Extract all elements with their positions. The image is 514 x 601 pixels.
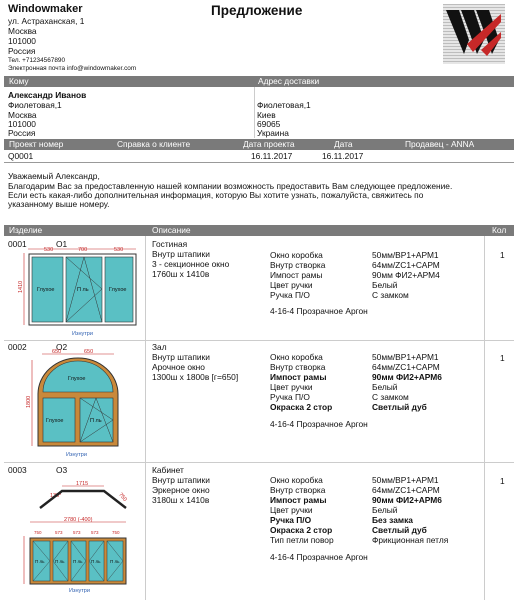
item-1-spec-value: Белый (372, 280, 398, 290)
company-email: Электронная почта info@windowmaker.com (8, 65, 137, 72)
item-3-number: 0003 (8, 465, 27, 475)
pane-label: Глухое (68, 376, 86, 382)
date-value: 16.11.2017 (322, 151, 364, 161)
item-3-spec-name: Окраска 2 стор (270, 525, 333, 535)
qty-header: Кол (492, 225, 507, 235)
project-date: 16.11.2017 (251, 151, 293, 161)
item-1-desc-size: 1760ш x 1410в (152, 269, 210, 279)
item-2-number: 0002 (8, 342, 27, 352)
company-address-street: ул. Астраханская, 1 (8, 16, 85, 26)
customer-name: Александр Иванов (8, 90, 87, 100)
item-2-spec-name: Окраска 2 стор (270, 402, 333, 412)
seller-header: Продавец - ANNA (405, 139, 475, 149)
item-1-spec-value: 64мм/ZC1+САРМ (372, 260, 440, 270)
item-3-spec-value: 50мм/ВР1+АРМ1 (372, 475, 439, 485)
intro-line-3: указанному выше номеру. (8, 199, 110, 209)
items-header-row (4, 225, 514, 236)
item-1-number: 0001 (8, 239, 27, 249)
item-2-spec-name: Внутр створка (270, 362, 326, 372)
item-3-spec-name: Внутр створка (270, 485, 326, 495)
item-3-spec-value: Светлый дуб (372, 525, 427, 535)
item-2-desc-size: 1300ш x 1800в [г=650] (152, 372, 239, 382)
dim-height: 1800 (26, 395, 32, 408)
pane-label: П ль (90, 418, 102, 424)
item-2-desc-type: Арочное окно (152, 362, 205, 372)
company-address-country: Россия (8, 46, 36, 56)
item-1-desc-type: 3 - секционное окно (152, 259, 230, 269)
dim-width: 700 (78, 247, 88, 253)
pane-label: П ль (91, 559, 101, 564)
delivery-country: Украина (257, 128, 289, 138)
item-3-glass: 4-16-4 Прозрачное Аргон (270, 552, 368, 562)
item-1-spec-name: Внутр створка (270, 260, 326, 270)
view-label: Изнутри (66, 452, 87, 458)
customer-ref-header: Справка о клиенте (117, 139, 191, 149)
dim-total: 2780 (-400) (64, 517, 93, 523)
item-3-spec-value: 90мм ФИ2+АРМ6 (372, 495, 442, 505)
dim-width: 750 (34, 530, 42, 535)
item-1-glass: 4-16-4 Прозрачное Аргон (270, 306, 368, 316)
item-3-spec-name: Ручка П/О (270, 515, 312, 525)
customer-country: Россия (8, 128, 36, 138)
item-3-spec-name: Импост рамы (270, 495, 327, 505)
item-1-spec-name: Окно коробка (270, 250, 323, 260)
item-3-spec-name: Окно коробка (270, 475, 323, 485)
item-3-desc-beads: Внутр штапики (152, 475, 210, 485)
page-title: Предложение (211, 3, 303, 18)
dim-width: 573 (55, 530, 63, 535)
dim-angle: 135° (50, 493, 62, 499)
item-3-spec-name: Тип петли повор (270, 535, 334, 545)
project-number: Q0001 (8, 151, 34, 161)
item-1-desc-beads: Внутр штапики (152, 249, 210, 259)
item-2-code: O2 (56, 342, 68, 352)
item-2-desc-room: Зал (152, 342, 167, 352)
delivery-zip: 69065 (257, 119, 281, 129)
delivery-street: Фиолетовая,1 (257, 100, 311, 110)
item-1-spec-value: 90мм ФИ2+АРМ4 (372, 270, 440, 280)
company-logo (443, 4, 505, 64)
item-3-spec-value: Без замка (372, 515, 413, 525)
customer-street: Фиолетовая,1 (8, 100, 62, 110)
company-address-city: Москва (8, 26, 37, 36)
item-header: Изделие (9, 225, 43, 235)
item-2-qty: 1 (500, 353, 505, 363)
to-header: Кому (9, 76, 29, 86)
item-2-spec-value: С замком (372, 392, 409, 402)
dim-width: 530 (44, 247, 54, 253)
item-1-drawing (18, 243, 142, 339)
customer-zip: 101000 (8, 119, 36, 129)
item-3-spec-value: 64мм/ZC1+САРМ (372, 485, 440, 495)
delivery-city: Киев (257, 110, 276, 120)
date-header: Дата (334, 139, 353, 149)
item-3-desc-room: Кабинет (152, 465, 184, 475)
item-2-desc-beads: Внутр штапики (152, 352, 210, 362)
company-address-zip: 101000 (8, 36, 36, 46)
dim-width: 573 (91, 530, 99, 535)
item-1-spec-name: Цвет ручки (270, 280, 313, 290)
item-3-spec-value: Белый (372, 505, 398, 515)
project-date-header: Дата проекта (243, 139, 295, 149)
dim-width: 573 (73, 530, 81, 535)
pane-label: Глухое (37, 287, 55, 293)
view-label: Изнутри (72, 331, 93, 337)
item-3-spec-name: Цвет ручки (270, 505, 313, 515)
item-2-spec-name: Окно коробка (270, 352, 323, 362)
item-3-desc-size: 3180ш x 1410в (152, 495, 210, 505)
pane-label: П ль (73, 559, 83, 564)
dim-side: 750 (117, 491, 128, 503)
item-3-desc-type: Эркерное окно (152, 485, 210, 495)
intro-line-2: Если есть какая-либо дополнительная информация, которую Вы хотите узнать, пожалуйста, свяжитесь по (8, 190, 424, 200)
item-2-drawing (18, 346, 142, 460)
description-header: Описание (152, 225, 191, 235)
item-2-spec-name: Цвет ручки (270, 382, 313, 392)
customer-city: Москва (8, 110, 37, 120)
view-label: Изнутри (69, 588, 90, 594)
item-2-spec-name: Ручка П/О (270, 392, 310, 402)
pane-label: П ль (35, 559, 45, 564)
item-2-spec-value: 90мм ФИ2+АРМ6 (372, 372, 442, 382)
item-1-code: O1 (56, 239, 68, 249)
delivery-header: Адрес доставки (258, 76, 320, 86)
item-3-code: O3 (56, 465, 68, 475)
item-1-desc-room: Гостиная (152, 239, 188, 249)
project-number-header: Проект номер (9, 139, 64, 149)
item-1-spec-name: Ручка П/О (270, 290, 310, 300)
dim-width: 530 (114, 247, 124, 253)
project-header-row (4, 139, 514, 150)
item-2-glass: 4-16-4 Прозрачное Аргон (270, 419, 368, 429)
item-2-spec-value: Белый (372, 382, 398, 392)
dim-width: 650 (52, 349, 62, 355)
pane-label: Глухое (109, 287, 127, 293)
item-2-spec-value: 50мм/ВР1+АРМ1 (372, 352, 439, 362)
pane-label: П ль (77, 287, 89, 293)
dim-width: 650 (84, 349, 94, 355)
intro-line-1: Благодарим Вас за предоставленную нашей компании возможность предоставить Вам следующее предложение. (8, 181, 453, 191)
pane-label: Глухое (46, 418, 64, 424)
item-3-qty: 1 (500, 476, 505, 486)
pane-label: П ль (55, 559, 65, 564)
item-1-spec-name: Импост рамы (270, 270, 323, 280)
item-1-qty: 1 (500, 250, 505, 260)
dim-width: 750 (112, 530, 120, 535)
greeting: Уважаемый Александр, (8, 171, 100, 181)
item-2-spec-value: Светлый дуб (372, 402, 427, 412)
dim-top: 1715 (76, 481, 89, 487)
company-phone: Тел. +71234567890 (8, 57, 65, 64)
item-2-spec-name: Импост рамы (270, 372, 327, 382)
company-name: Windowmaker (8, 3, 83, 15)
item-1-spec-value: 50мм/ВР1+АРМ1 (372, 250, 439, 260)
address-header-row (4, 76, 514, 87)
pane-label: П ль (110, 559, 120, 564)
item-3-spec-value: Фрикционная петля (372, 535, 449, 545)
item-1-spec-value: С замком (372, 290, 409, 300)
item-3-drawing (14, 478, 142, 596)
item-2-spec-value: 64мм/ZC1+САРМ (372, 362, 440, 372)
dim-height: 1410 (18, 280, 24, 293)
